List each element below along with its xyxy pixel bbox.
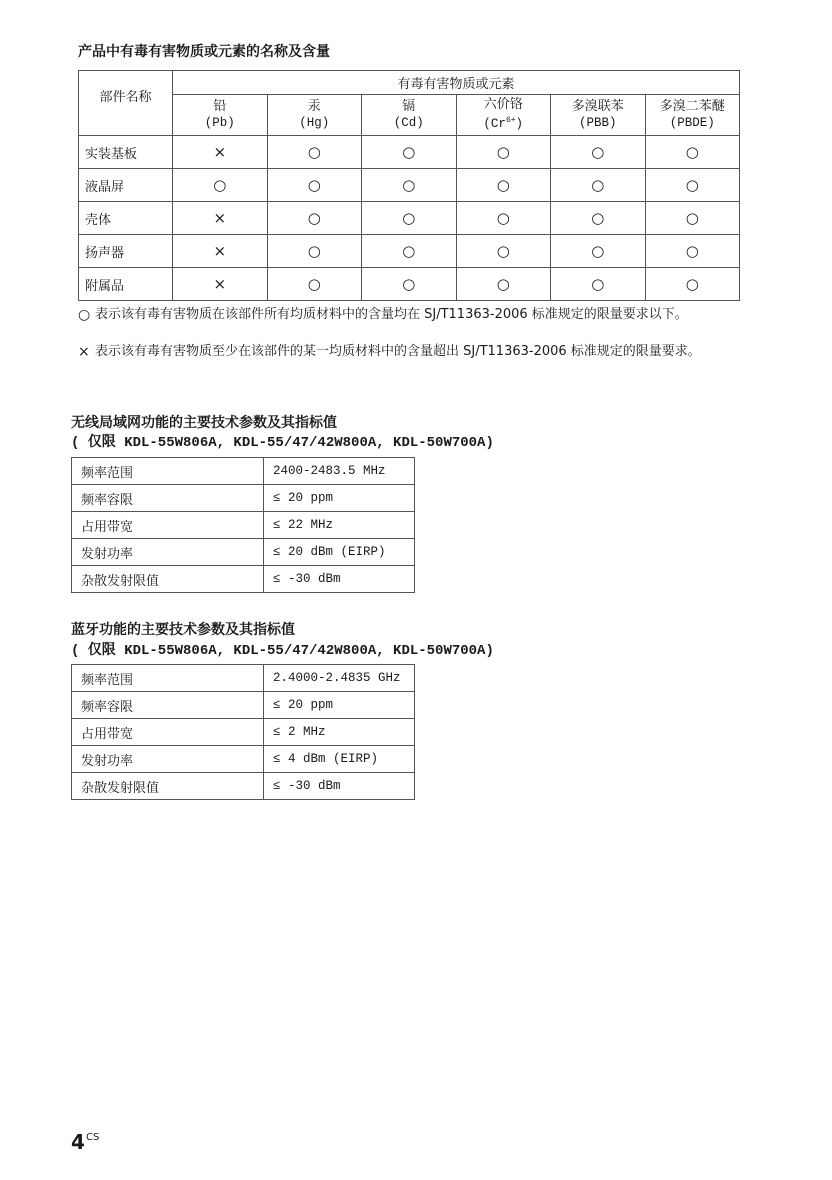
spec-label: 频率容限 xyxy=(72,485,264,512)
hazardous-substances-table xyxy=(78,70,740,301)
status-mark: ○ xyxy=(267,268,362,301)
status-mark: ○ xyxy=(362,235,457,268)
table-row xyxy=(72,566,415,593)
spec-label: 频率范围 xyxy=(72,458,264,485)
column-header-cadmium: 镉 (Cd) xyxy=(362,95,457,136)
status-mark: ○ xyxy=(551,235,646,268)
status-mark: ○ xyxy=(645,202,740,235)
hazardous-substances-title: 产品中有毒有害物质或元素的名称及含量 xyxy=(78,44,330,60)
table-row xyxy=(72,458,415,485)
spec-label: 杂散发射限值 xyxy=(72,566,264,593)
spec-label: 发射功率 xyxy=(72,539,264,566)
status-mark: × xyxy=(173,202,268,235)
status-mark: ○ xyxy=(362,268,457,301)
status-mark: ○ xyxy=(362,169,457,202)
table-row xyxy=(79,169,740,202)
status-mark: ○ xyxy=(551,136,646,169)
table-row xyxy=(72,665,415,692)
spec-value: ≤ -30 dBm xyxy=(264,566,415,593)
bluetooth-model-note: ( 仅限 KDL-55W806A, KDL-55/47/42W800A, KDL-50W700A) xyxy=(71,643,494,659)
spec-value: ≤ 20 ppm xyxy=(264,692,415,719)
bluetooth-section-title: 蓝牙功能的主要技术参数及其指标值 xyxy=(71,622,295,638)
part-name: 附属品 xyxy=(79,268,173,301)
part-name-header: 部件名称 xyxy=(79,71,173,136)
spec-value: ≤ 20 dBm (EIRP) xyxy=(264,539,415,566)
page-number: 4 xyxy=(71,1130,85,1154)
spec-label: 占用带宽 xyxy=(72,512,264,539)
column-header-mercury: 汞 (Hg) xyxy=(267,95,362,136)
status-mark: ○ xyxy=(267,235,362,268)
note-compliant xyxy=(78,307,748,323)
status-mark: × xyxy=(173,136,268,169)
spec-label: 占用带宽 xyxy=(72,719,264,746)
status-mark: ○ xyxy=(645,136,740,169)
note-exceeds xyxy=(78,344,748,360)
table-row xyxy=(72,512,415,539)
wlan-model-note: ( 仅限 KDL-55W806A, KDL-55/47/42W800A, KDL-50W700A) xyxy=(71,435,494,451)
table-row xyxy=(72,539,415,566)
table-row xyxy=(79,268,740,301)
cross-mark: × xyxy=(78,344,90,360)
spec-value: 2.4000-2.4835 GHz xyxy=(264,665,415,692)
status-mark: ○ xyxy=(267,169,362,202)
spec-value: ≤ 20 ppm xyxy=(264,485,415,512)
spec-label: 发射功率 xyxy=(72,746,264,773)
spec-label: 杂散发射限值 xyxy=(72,773,264,800)
table-row xyxy=(79,136,740,169)
column-header-pbb: 多溴联苯 (PBB) xyxy=(551,95,646,136)
column-header-lead: 铅 (Pb) xyxy=(173,95,268,136)
status-mark: ○ xyxy=(645,169,740,202)
spec-value: 2400-2483.5 MHz xyxy=(264,458,415,485)
status-mark: × xyxy=(173,268,268,301)
status-mark: ○ xyxy=(645,235,740,268)
note-text: 表示该有毒有害物质在该部件所有均质材料中的含量均在 SJ/T11363-2006 标准规定的限量要求以下。 xyxy=(95,307,688,322)
status-mark: ○ xyxy=(456,136,551,169)
note-text: 表示该有毒有害物质至少在该部件的某一均质材料中的含量超出 SJ/T11363-2006 标准规定的限量要求。 xyxy=(95,344,701,359)
table-row xyxy=(72,485,415,512)
table-row xyxy=(72,746,415,773)
spec-value: ≤ 22 MHz xyxy=(264,512,415,539)
wlan-section-title: 无线局域网功能的主要技术参数及其指标值 xyxy=(71,415,337,431)
status-mark: ○ xyxy=(267,202,362,235)
status-mark: ○ xyxy=(456,235,551,268)
spec-label: 频率范围 xyxy=(72,665,264,692)
status-mark: ○ xyxy=(551,169,646,202)
substance-group-header: 有毒有害物质或元素 xyxy=(173,71,740,95)
column-header-pbde: 多溴二苯醚 (PBDE) xyxy=(645,95,740,136)
spec-label: 频率容限 xyxy=(72,692,264,719)
status-mark: ○ xyxy=(456,202,551,235)
part-name: 液晶屏 xyxy=(79,169,173,202)
status-mark: ○ xyxy=(645,268,740,301)
status-mark: ○ xyxy=(456,169,551,202)
language-code: CS xyxy=(86,1132,100,1143)
column-header-chromium: 六价铬 $(Cr^{6+})$ xyxy=(456,95,551,136)
table-row xyxy=(79,202,740,235)
status-mark: ○ xyxy=(362,202,457,235)
part-name: 实装基板 xyxy=(79,136,173,169)
circle-mark: ○ xyxy=(78,307,91,323)
spec-value: ≤ 4 dBm (EIRP) xyxy=(264,746,415,773)
status-mark: ○ xyxy=(267,136,362,169)
status-mark: ○ xyxy=(456,268,551,301)
status-mark: ○ xyxy=(551,268,646,301)
wlan-spec-table xyxy=(71,457,415,593)
spec-value: ≤ 2 MHz xyxy=(264,719,415,746)
table-row xyxy=(72,719,415,746)
table-row xyxy=(79,235,740,268)
status-mark: ○ xyxy=(551,202,646,235)
status-mark: × xyxy=(173,235,268,268)
bluetooth-spec-table xyxy=(71,664,415,800)
status-mark: ○ xyxy=(173,169,268,202)
table-row xyxy=(72,773,415,800)
part-name: 壳体 xyxy=(79,202,173,235)
status-mark: ○ xyxy=(362,136,457,169)
table-row xyxy=(72,692,415,719)
part-name: 扬声器 xyxy=(79,235,173,268)
spec-value: ≤ -30 dBm xyxy=(264,773,415,800)
